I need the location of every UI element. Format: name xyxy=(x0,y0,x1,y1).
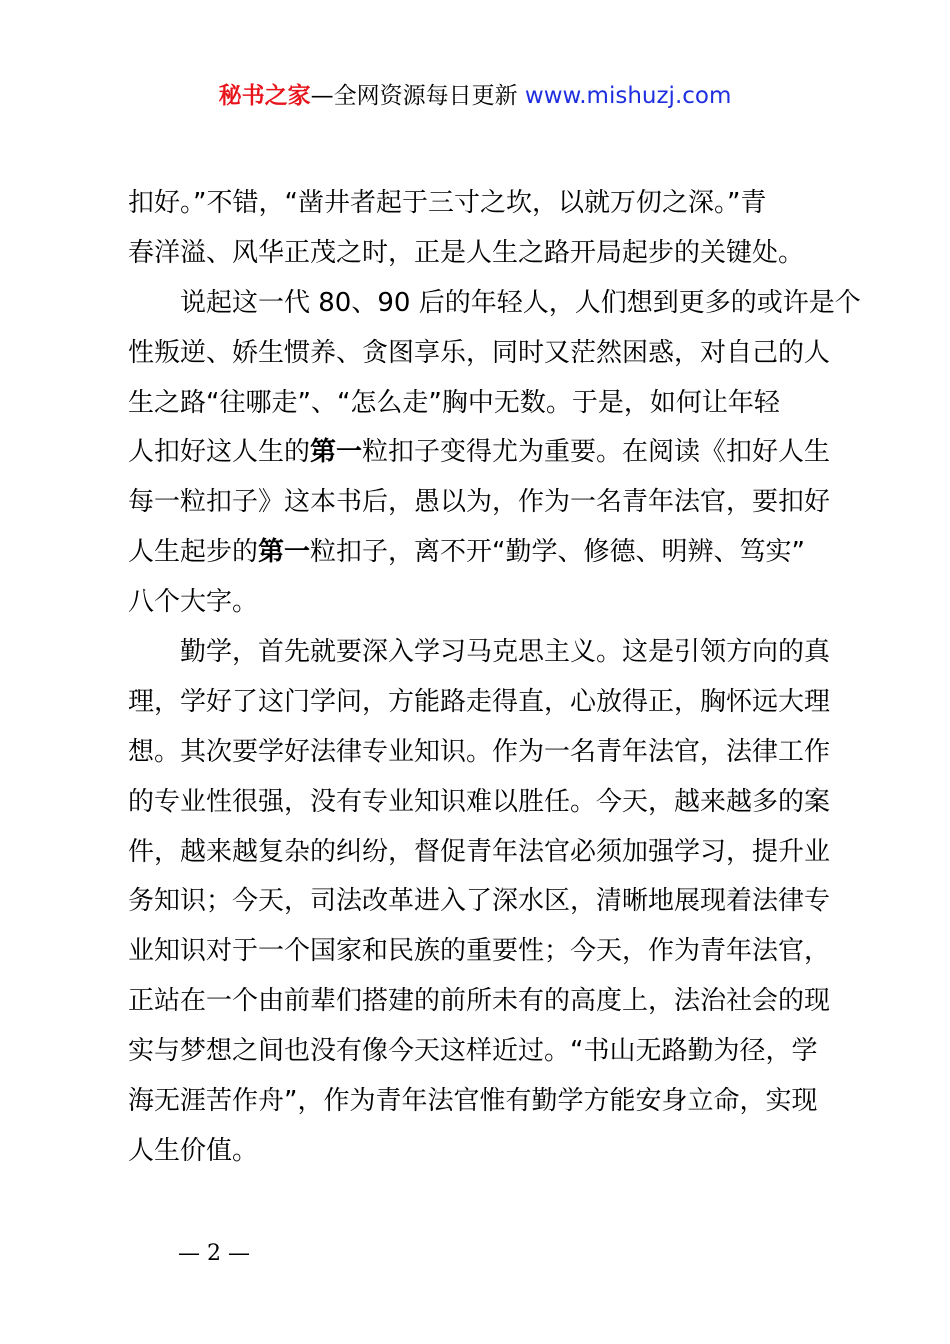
text-line: 人生价值。 xyxy=(128,1135,259,1166)
text-line: 性叛逆、娇生惯养、贪图享乐，同时又茫然困惑，对自己的人 xyxy=(128,337,831,368)
text-line: 正站在一个由前辈们搭建的前所未有的高度上，法治社会的现 xyxy=(128,986,831,1017)
text-line: 想。其次要学好法律专业知识。作为一名青年法官，法律工作 xyxy=(128,736,831,767)
bold-emphasis: 第一 xyxy=(310,437,363,468)
document-body xyxy=(128,179,861,1177)
text-line: 理，学好了这门学问，方能路走得直，心放得正，胸怀远大理 xyxy=(128,686,831,717)
text-line: 海无涯苦作舟”，作为青年法官惟有勤学方能安身立命，实现 xyxy=(128,1086,818,1117)
text-line: 业知识对于一个国家和民族的重要性；今天，作为青年法官， xyxy=(128,936,831,967)
page-number: — 2 — xyxy=(178,1241,250,1266)
text-line: 勤学，首先就要深入学习马克思主义。这是引领方向的真 xyxy=(128,637,831,668)
text-line: 人扣好这人生的第一粒扣子变得尤为重要。在阅读《扣好人生 xyxy=(128,437,831,468)
text-line: 每一粒扣子》这本书后，愚以为，作为一名青年法官，要扣好 xyxy=(128,487,831,518)
text-line: 八个大字。 xyxy=(128,587,259,618)
site-brand: 秘书之家 xyxy=(218,83,311,109)
text-line: 说起这一代 80、90 后的年轻人，人们想到更多的或许是个 xyxy=(128,287,861,318)
site-url-link[interactable]: www.mishuzj.com xyxy=(524,83,732,109)
site-header xyxy=(0,80,950,112)
text-line: 件，越来越复杂的纠纷，督促青年法官必须加强学习，提升业 xyxy=(128,836,831,867)
text-line: 春洋溢、风华正茂之时，正是人生之路开局起步的关键处。 xyxy=(128,237,805,268)
text-line: 生之路“往哪走”、“怎么走”胸中无数。于是，如何让年轻 xyxy=(128,387,780,418)
text-line: 人生起步的第一粒扣子，离不开“勤学、修德、明辨、笃实” xyxy=(128,537,805,568)
site-tagline: —全网资源每日更新 xyxy=(310,83,525,109)
bold-emphasis: 第一 xyxy=(258,537,311,568)
text-line: 务知识；今天，司法改革进入了深水区，清晰地展现着法律专 xyxy=(128,886,831,917)
text-line: 扣好。”不错，“凿井者起于三寸之坎，以就万仞之深。”青 xyxy=(128,188,767,218)
text-line: 实与梦想之间也没有像今天这样近过。“书山无路勤为径，学 xyxy=(128,1036,818,1067)
text-line: 的专业性很强，没有专业知识难以胜任。今天，越来越多的案 xyxy=(128,786,831,817)
